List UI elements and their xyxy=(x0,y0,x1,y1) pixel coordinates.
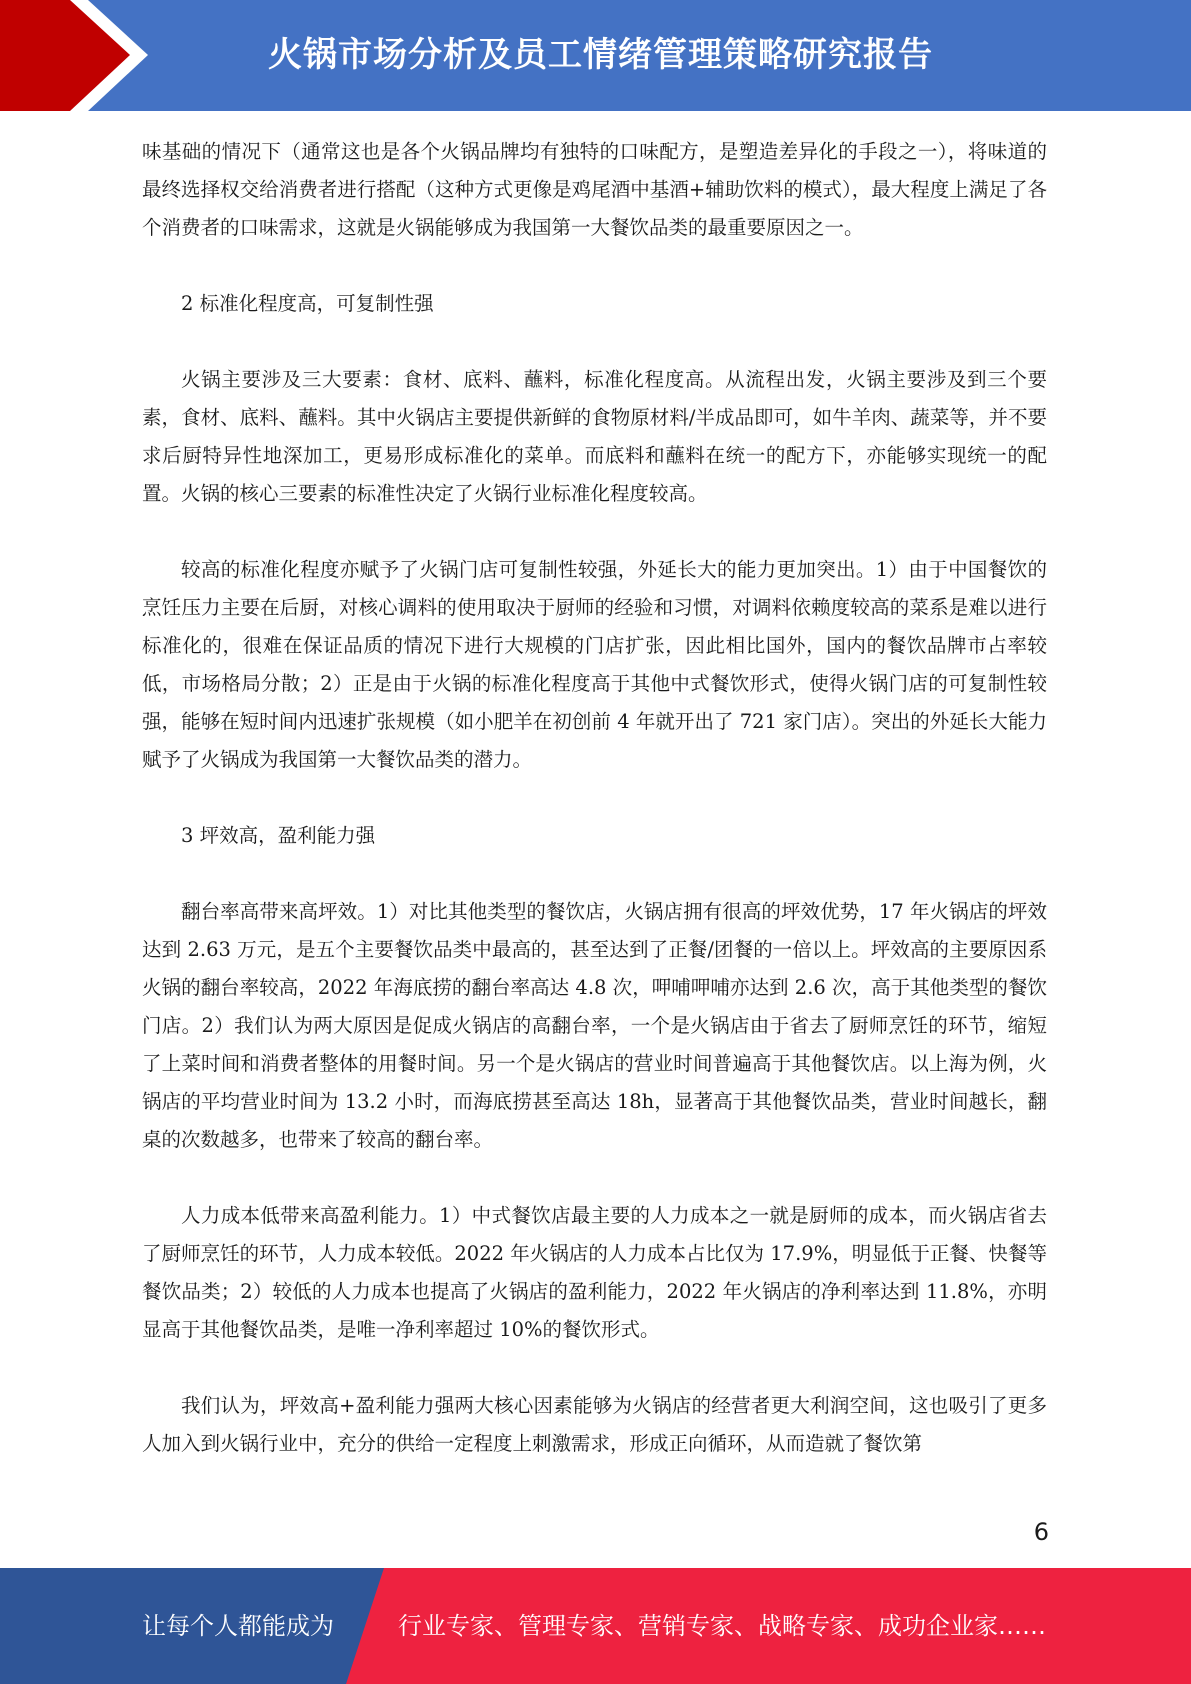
page-header xyxy=(0,0,1191,111)
document-body xyxy=(142,133,1047,1501)
paragraph-continued: 味基础的情况下（通常这也是各个火锅品牌均有独特的口味配方，是塑造差异化的手段之一），将味道的最终选择权交给消费者进行搭配（这种方式更像是鸡尾酒中基酒+辅助饮料的模式），最大程度上满足了各个消费者的口味需求，这就是火锅能够成为我国第一大餐饮品类的最重要原因之一。 xyxy=(142,140,1047,239)
footer-slogan-left: 让每个人都能成为 xyxy=(142,1612,334,1640)
paragraph-conclusion: 我们认为，坪效高+盈利能力强两大核心因素能够为火锅店的经营者更大利润空间，这也吸引了更多人加入到火锅行业中，充分的供给一定程度上刺激需求，形成正向循环，从而造就了餐饮第 xyxy=(142,1394,1047,1455)
section-heading-standardization: 2 标准化程度高，可复制性强 xyxy=(181,292,434,315)
footer-slogan-right: 行业专家、管理专家、营销专家、战略专家、成功企业家…… xyxy=(398,1612,1046,1640)
paragraph-three-elements: 火锅主要涉及三大要素：食材、底料、蘸料，标准化程度高。从流程出发，火锅主要涉及到三个要素，食材、底料、蘸料。其中火锅店主要提供新鲜的食物原材料/半成品即可，如牛羊肉、蔬菜等，并不要求后厨特异性地深加工，更易形成标准化的菜单。而底料和蘸料在统一的配方下，亦能够实现统一的配置。火锅的核心三要素的标准性决定了火锅行业标准化程度较高。 xyxy=(142,368,1047,505)
paragraph-labor-cost: 人力成本低带来高盈利能力。1）中式餐饮店最主要的人力成本之一就是厨师的成本，而火锅店省去了厨师烹饪的环节，人力成本较低。2022 年火锅店的人力成本占比仅为 17.9%，明显低于正餐、快餐等餐饮品类；2）较低的人力成本也提高了火锅店的盈利能力，2022 年火锅店的净利率达到 11.8%，亦明显高于其他餐饮品类，是唯一净利率超过 10%的餐饮形式。 xyxy=(142,1204,1047,1341)
report-title: 火锅市场分析及员工情绪管理策略研究报告 xyxy=(268,35,933,75)
section-heading-efficiency: 3 坪效高，盈利能力强 xyxy=(181,824,376,847)
page-number: 6 xyxy=(1033,1518,1049,1546)
page-footer xyxy=(0,1568,1191,1684)
paragraph-table-turnover: 翻台率高带来高坪效。1）对比其他类型的餐饮店，火锅店拥有很高的坪效优势，17 年火锅店的坪效达到 2.63 万元，是五个主要餐饮品类中最高的，甚至达到了正餐/团餐的一倍以上。坪效高的主要原因系火锅的翻台率较高，2022 年海底捞的翻台率高达 4.8 次，呷哺呷哺亦达到 2.6 次，高于其他类型的餐饮门店。2）我们认为两大原因是促成火锅店的高翻台率，一个是火锅店由于省去了厨师烹饪的环节，缩短了上菜时间和消费者整体的用餐时间。另一个是火锅店的营业时间普遍高于其他餐饮店。以上海为例，火锅店的平均营业时间为 13.2 小时，而海底捞甚至高达 18h，显著高于其他餐饮品类，营业时间越长，翻桌的次数越多，也带来了较高的翻台率。 xyxy=(142,900,1047,1151)
paragraph-replicability: 较高的标准化程度亦赋予了火锅门店可复制性较强，外延长大的能力更加突出。1）由于中国餐饮的烹饪压力主要在后厨，对核心调料的使用取决于厨师的经验和习惯，对调料依赖度较高的菜系是难以进行标准化的，很难在保证品质的情况下进行大规模的门店扩张，因此相比国外，国内的餐饮品牌市占率较低，市场格局分散；2）正是由于火锅的标准化程度高于其他中式餐饮形式，使得火锅门店的可复制性较强，能够在短时间内迅速扩张规模（如小肥羊在初创前 4 年就开出了 721 家门店）。突出的外延长大能力赋予了火锅成为我国第一大餐饮品类的潜力。 xyxy=(142,558,1047,771)
